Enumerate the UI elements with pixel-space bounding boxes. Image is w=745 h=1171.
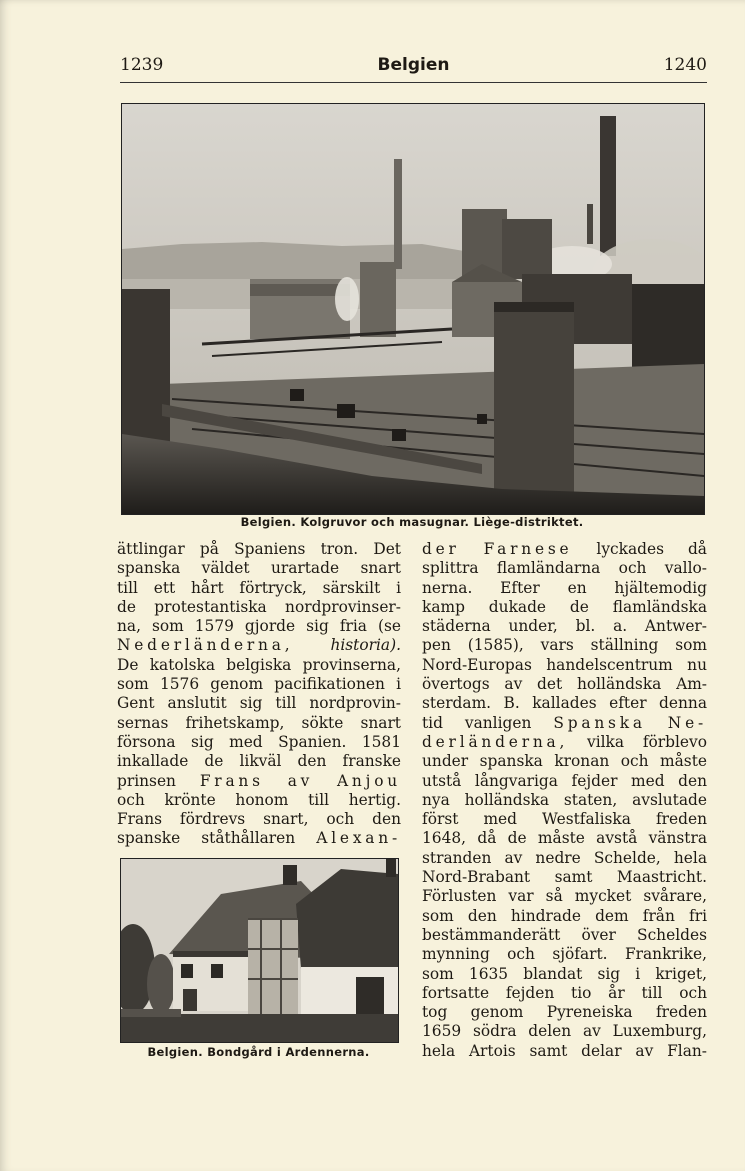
text-column-left	[117, 540, 401, 849]
top-figure-caption: Belgien. Kolgruvor och masugnar. Liège-distriktet.	[240, 515, 584, 529]
text-line: nya holländska staten, avslutade	[422, 790, 707, 809]
spaced-term: Nederländerna,	[117, 636, 294, 655]
text-line: 1648, då de måste avstå vänstra	[422, 829, 707, 848]
spaced-term: Alexan-	[316, 829, 401, 848]
text-line: spanska väldet urartade snart	[117, 559, 401, 578]
spaced-term: derländerna,	[422, 732, 569, 751]
text-line: kamp dukade de flamländska	[422, 597, 707, 616]
text-line: de protestantiska nordprovinser-	[117, 597, 401, 616]
text-line: som den hindrade dem från fri	[422, 906, 707, 925]
text-line: som 1635 blandat sig i kriget,	[422, 964, 707, 983]
spaced-term: Frans	[199, 771, 264, 790]
text-line: Frans fördrevs snart, och den	[117, 810, 401, 829]
spaced-term: Anjou	[337, 771, 401, 790]
text-line: mynning och sjöfart. Frankrike,	[422, 945, 707, 964]
text-line	[117, 829, 401, 848]
text-line: till ett hårt förtryck, särskilt i	[117, 578, 401, 597]
text-line: Förlusten var så mycket svårare,	[422, 887, 707, 906]
text-line: 1659 södra delen av Luxemburg,	[422, 1022, 707, 1041]
text-line: na, som 1579 gjorde sig fria (se	[117, 617, 401, 636]
spaced-term: Spanska	[553, 713, 646, 732]
running-title: Belgien	[377, 55, 450, 75]
text-line: under spanska kronan och måste	[422, 752, 707, 771]
text-line: pen (1585), vars ställning som	[422, 636, 707, 655]
word: prinsen	[117, 771, 176, 790]
header-rule	[120, 82, 707, 83]
text-line: inkallade de likväl den franske	[117, 752, 401, 771]
text-line: som 1576 genom pacifikationen i	[117, 675, 401, 694]
text-line: bestämmanderätt över Scheldes	[422, 925, 707, 944]
spaced-term: der	[422, 540, 460, 558]
text-line: hela Artois samt delar av Flan-	[422, 1041, 707, 1060]
word: lyckades då	[596, 540, 707, 558]
text-line: först med Westfaliska freden	[422, 810, 707, 829]
text-line	[422, 714, 707, 733]
word: vilka förblevo	[587, 732, 707, 751]
page-number-right: 1240	[663, 55, 707, 75]
text-line: nerna. Efter en hjältemodig	[422, 578, 707, 597]
small-figure-caption: Belgien. Bondgård i Ardennerna.	[147, 1045, 370, 1059]
photo-coal-mines-blast-furnaces	[121, 103, 705, 515]
page-header	[120, 55, 707, 79]
text-line: sernas frihetskamp, sökte snart	[117, 713, 401, 732]
text-line: sterdam. B. kallades efter denna	[422, 694, 707, 713]
photo-farmhouse-ardennes	[120, 858, 399, 1043]
text-line: och krönte honom till hertig.	[117, 790, 401, 809]
text-line	[422, 733, 707, 752]
text-line: stranden av nedre Schelde, hela	[422, 848, 707, 867]
word: spanske ståthållaren	[117, 829, 296, 848]
spaced-term: av	[287, 771, 314, 790]
text-line	[117, 772, 401, 791]
text-line	[117, 636, 401, 655]
text-line: splittra flamländarna och vallo-	[422, 559, 707, 578]
text-line: fortsatte fejden tio år till och	[422, 983, 707, 1002]
text-line: städerna under, bl. a. Antwer-	[422, 617, 707, 636]
italic-term: historia).	[330, 636, 401, 655]
spaced-term: Farnese	[483, 540, 573, 558]
text-line: utstå långvariga fejder med den	[422, 771, 707, 790]
page-number-left: 1239	[120, 55, 164, 75]
word: tid vanligen	[422, 713, 532, 732]
text-line: Gent anslutit sig till nordprovin-	[117, 694, 401, 713]
text-line: ättlingar på Spaniens tron. Det	[117, 540, 401, 558]
text-line	[422, 540, 707, 559]
text-column-right	[422, 540, 707, 1061]
text-line: tog genom Pyreneiska freden	[422, 1003, 707, 1022]
text-line: försona sig med Spanien. 1581	[117, 732, 401, 751]
text-line: övertogs av det holländska Am-	[422, 675, 707, 694]
text-line: Nord-Europas handelscentrum nu	[422, 655, 707, 674]
spaced-term: Ne-	[667, 713, 707, 732]
text-line: Nord-Brabant samt Maastricht.	[422, 868, 707, 887]
text-line: De katolska belgiska provinserna,	[117, 655, 401, 674]
